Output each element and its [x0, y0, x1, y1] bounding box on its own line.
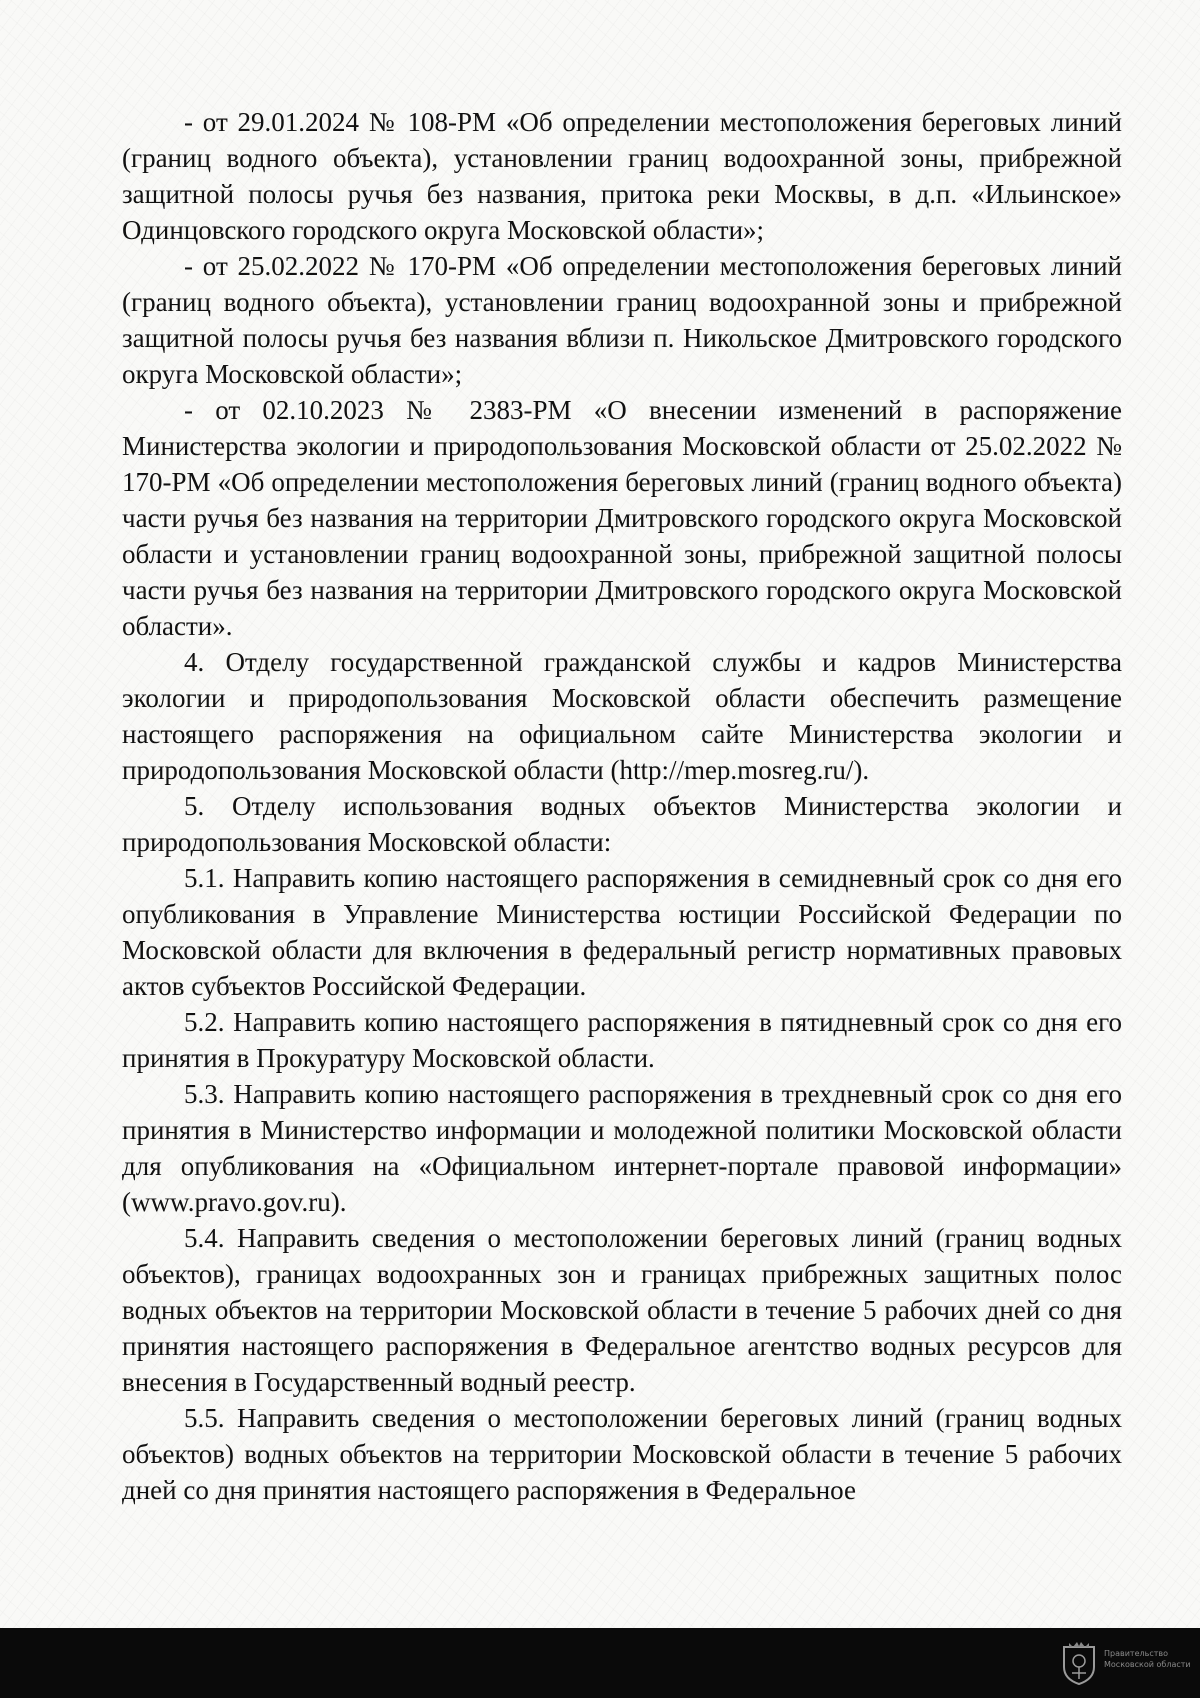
paragraph-order-2383rm: - от 02.10.2023 № 2383-РМ «О внесении изменений в распоряжение Министерства экологии и природопользования Московской области от 25.02.2022 № 170-РМ «Об определении местоположения береговых линий (границ водного объекта) части ручья без названия на территории Дмитровского городского округа Московской области и установлении границ водоохранной зоны, прибрежной защитной полосы части ручья без названия на территории Дмитровского городского округа Московской области». — [122, 395, 1122, 641]
paragraph-item-5-3: 5.3. Направить копию настоящего распоряжения в трехдневный срок со дня его принятия в Министерство информации и молодежной политики Московской области для опубликования на «Официальном интернет-портале правовой информации» (www.pravo.gov.ru). — [122, 1079, 1122, 1217]
footer-org-label — [1104, 1648, 1196, 1670]
paragraph-order-108rm: - от 29.01.2024 № 108-РМ «Об определении местоположения береговых линий (границ водного объекта), установлении границ водоохранной зоны, прибрежной защитной полосы ручья без названия, притока реки Москвы, в д.п. «Ильинское» Одинцовского городского округа Московской области»; — [122, 107, 1122, 245]
footer-band — [0, 1628, 1200, 1698]
coat-of-arms-icon — [1060, 1641, 1098, 1685]
document-body — [122, 104, 1122, 1508]
paragraph-item-5-4: 5.4. Направить сведения о местоположении береговых линий (границ водных объектов), границах водоохранных зон и границах прибрежных защитных полос водных объектов на территории Московской области в течение 5 рабочих дней со дня принятия настоящего распоряжения в Федеральное агентство водных ресурсов для внесения в Государственный водный реестр. — [122, 1223, 1122, 1397]
paragraph-item-5-5: 5.5. Направить сведения о местоположении береговых линий (границ водных объектов) водных объектов на территории Московской области в течение 5 рабочих дней со дня принятия настоящего распоряжения в Федеральное — [122, 1403, 1122, 1505]
paragraph-item-5-2: 5.2. Направить копию настоящего распоряжения в пятидневный срок со дня его принятия в Прокуратуру Московской области. — [122, 1007, 1122, 1073]
paragraph-item-4: 4. Отделу государственной гражданской службы и кадров Министерства экологии и природопользования Московской области обеспечить размещение настоящего распоряжения на официальном сайте Министерства экологии и природопользования Московской области (http://mep.mosreg.ru/). — [122, 647, 1122, 785]
paragraph-item-5-1: 5.1. Направить копию настоящего распоряжения в семидневный срок со дня его опубликования в Управление Министерства юстиции Российской Федерации по Московской области для включения в федеральный регистр нормативных правовых актов субъектов Российской Федерации. — [122, 863, 1122, 1001]
footer-org-line-2: Московской области — [1104, 1660, 1191, 1669]
paragraph-item-5: 5. Отделу использования водных объектов Министерства экологии и природопользования Московской области: — [122, 791, 1122, 857]
paragraph-order-170rm: - от 25.02.2022 № 170-РМ «Об определении местоположения береговых линий (границ водного объекта), установлении границ водоохранной зоны и прибрежной защитной полосы ручья без названия вблизи п. Никольское Дмитровского городского округа Московской области»; — [122, 251, 1122, 389]
footer-org-line-1: Правительство — [1104, 1649, 1168, 1658]
